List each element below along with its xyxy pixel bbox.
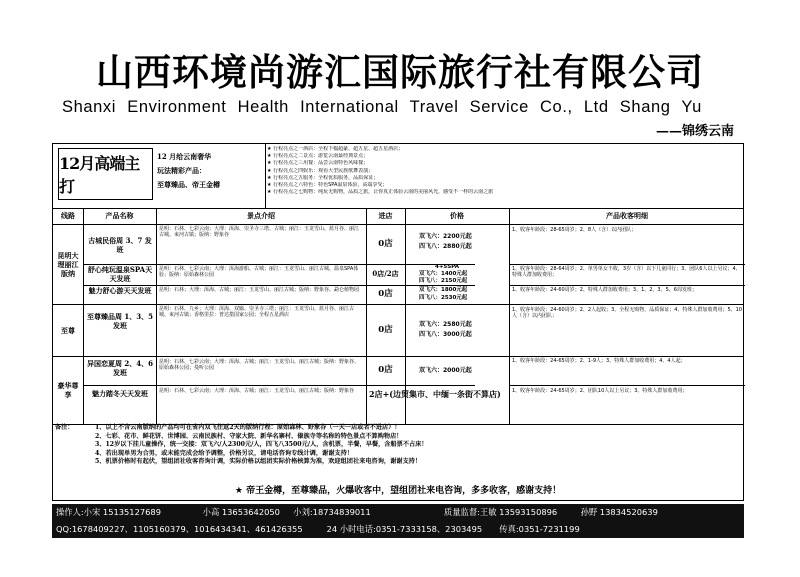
slogan: ★ 帝王金樽，至尊臻品，火爆收客中，望组团社来电咨询，多多收客，感谢支持！ bbox=[234, 486, 562, 496]
promo-line-1: 12 月给云南奢华 bbox=[157, 152, 212, 161]
product-sights: 昆明：石林；大理：洱海、古城；丽江：玉龙雪山、丽江古城；版纳：野象谷、勐仑植物园 bbox=[159, 287, 360, 293]
header-notes: 产品收客明细 bbox=[606, 210, 648, 220]
remark-item: 2、七彩、花市、鲜花饼、世博园、云南民族村、守家大院、新华名寨村、傣族寺等名称的特色景点不算购物店！ bbox=[95, 432, 403, 440]
header-route: 线路 bbox=[61, 210, 75, 220]
company-title-cn: 山西环境尚游汇国际旅行社有限公司 bbox=[96, 50, 704, 94]
product-sights: 昆明：石林、七彩云南；大理：洱海、古城；丽江：玉龙雪山、丽江古城；版纳：野象谷、原始森林公园；曼听公园 bbox=[159, 359, 360, 372]
product-name: 异国恋夏周 2、4、6 发班 bbox=[86, 359, 154, 377]
header-price: 价格 bbox=[450, 210, 464, 220]
price-line: 双飞六：2580元起 bbox=[419, 321, 472, 328]
product-price bbox=[405, 264, 509, 285]
contact-phone: 小高 13653642050 bbox=[202, 507, 280, 517]
product-name: 舒心纯玩温泉SPA天天发班 bbox=[87, 265, 153, 283]
contact-bar bbox=[52, 504, 744, 538]
remark-item: 5、机票价格时有起伏，望组团社收客咨询计调，实际价格以组团实际价格核算为准，欢迎组团社来电咨询，谢谢支持！ bbox=[95, 458, 422, 466]
region-cell: 昆明大理丽江版纳 bbox=[57, 250, 79, 278]
region-cell: 至尊 bbox=[61, 325, 75, 335]
contact-qq: QQ:1678409227、1105160379、1016434341、461426355 bbox=[56, 524, 303, 534]
product-notes: 1、收客年龄段：24-60周岁；2、特殊人群加收费用；3、1、2、3、5、6周发班； bbox=[512, 287, 697, 293]
remarks bbox=[55, 424, 741, 467]
product-notes: 1、收客年龄段：24-65周岁；2、团队10人以上另议；3、特殊人群加收费用； bbox=[512, 388, 688, 394]
price-line: 双飞六：2000元起 bbox=[419, 367, 472, 374]
product-notes: 1、收客年龄段：28-65周岁；2、8人（含）以内团队； bbox=[512, 227, 637, 233]
shop-count: 0店/2店 bbox=[372, 269, 399, 279]
remarks-label: 备注： bbox=[55, 424, 74, 431]
contact-phone: 孙野 13834520639 bbox=[580, 507, 658, 517]
price-line: 双飞六：2200元起 bbox=[419, 233, 472, 240]
product-sights: 昆明：石林、七彩云南；大理：洱海游船、古城；丽江：玉龙雪山、丽江古城、温泉SPA体验；版纳：原始森林公园 bbox=[159, 266, 359, 279]
product-price bbox=[405, 286, 509, 304]
contact-phone: 小刘:18734839011 bbox=[293, 507, 371, 517]
product-price bbox=[405, 232, 509, 262]
contact-quality: 质量监督:王敏 13593150896 bbox=[443, 507, 558, 517]
feature-item: ★ 行程亮点之三用餐：品尝云南特色风味餐； bbox=[267, 160, 369, 167]
promo-line-3: 至尊臻品、帝王金樽 bbox=[157, 180, 220, 189]
product-sights: 昆明：石林、七彩云南；大理：洱海、古城；丽江：玉龙雪山、丽江古城；版纳：野象谷 bbox=[159, 388, 355, 394]
header-sights: 景点介绍 bbox=[247, 210, 275, 220]
feature-item: ★ 行程亮点之五服务：全程优质服务，品质保证； bbox=[267, 174, 379, 181]
feature-item: ★ 行程亮点之七购物：纯玩无购物，品质之旅，让你真正体验云南的美丽风光，感受不一样的云南之旅 bbox=[267, 189, 494, 196]
contact-operator: 操作人:小宋 15135127689 bbox=[56, 507, 161, 517]
feature-item: ★ 行程亮点之六特色：特色SPA温泉体验，高端享受； bbox=[267, 182, 388, 189]
itinerary-sheet bbox=[52, 143, 744, 501]
product-notes: 1、收客年龄段：24-60周岁；2、2人起收；3、全程无购物，品质保证；4、特殊人群加收费用；5、10人（含）以内团队； bbox=[512, 307, 742, 320]
product-sights: 昆明：石林、七彩云南；大理：洱海、崇圣寺三塔、古城；丽江：玉龙雪山、蓝月谷、丽江古城、束河古镇；版纳：野象谷 bbox=[159, 226, 360, 239]
price-line: 四飞八：2880元起 bbox=[419, 243, 472, 250]
shop-count: 0店 bbox=[378, 289, 393, 300]
shop-count: 0店 bbox=[378, 365, 393, 376]
product-name: 至尊臻品周 1、3、5 发班 bbox=[86, 312, 154, 330]
remark-item: 4、若出现单男为合男，或未能完成会给予调整，价格另议，请电话咨询专线计调，谢谢支持！ bbox=[95, 449, 353, 457]
product-price bbox=[405, 320, 509, 350]
product-price bbox=[405, 366, 509, 380]
product-notes: 1、收客年龄段：28-64周岁；2、单男单女不收，3岁（含）以下儿童同行；3、团队6人以上另议；4、特殊人群加收费用； bbox=[512, 266, 741, 279]
price-line: 双飞六：1800元起 bbox=[419, 287, 468, 293]
feature-item: ★ 行程亮点之四娱乐：观看大型民族歌舞表演； bbox=[267, 167, 374, 174]
remark-item: 3、12岁以下挂儿童操作，统一交接：双飞六/人2300元/人，四飞八3500元/人，含机票，半餐，早餐，含船票不占床！ bbox=[95, 441, 428, 449]
region-cell: 豪华尊享 bbox=[57, 381, 79, 399]
promo-stamp: 12月高端主打 bbox=[58, 148, 153, 200]
remark-item: 1、以上不含云南版纳的产品均可在省内双飞往返2天的版纳行程：原始森林、野象谷（一天一店或者不进店）！ bbox=[95, 424, 401, 431]
price-line: 四飞八：3000元起 bbox=[419, 331, 472, 338]
feature-item: ★ 行程亮点之一酒店：全程下榻超豪、超五星、超五星酒店； bbox=[267, 146, 404, 152]
product-name: 魅力舒心游天天发班 bbox=[88, 286, 152, 295]
product-sights: 昆明：石林、九乡；大理：洱海、双廊、崇圣寺三塔；丽江：玉龙雪山、蓝月谷、丽江古城、束河古镇；香格里拉：普达措国家公园；全程五星酒店 bbox=[159, 306, 355, 319]
price-line: 双飞六：1400元起 bbox=[419, 270, 468, 277]
company-title-en: Shanxi Environment Health International Travel Service Co., Ltd Shang Yu bbox=[62, 98, 702, 116]
product-notes: 1、收客年龄段：24-65周岁；2、1-9人；3、特殊人群加收费用；4、4人起； bbox=[512, 358, 686, 364]
price-line: 4+5SPA bbox=[435, 264, 460, 270]
contact-fax: 传真:0351-7231199 bbox=[499, 524, 580, 534]
price-line: 四飞八：2530元起 bbox=[419, 295, 468, 301]
shop-count: 2店+(边贸集市、中缅一条街不算店) bbox=[369, 389, 501, 399]
feature-item: ★ 行程亮点之二景点：游览云南最经典景点； bbox=[267, 153, 369, 160]
price-line: 四飞八：2150元起 bbox=[419, 277, 468, 284]
product-name: 魅力踏冬天天发班 bbox=[92, 389, 148, 398]
promo-line-2: 玩法精彩产品： bbox=[157, 166, 206, 175]
feature-list bbox=[267, 146, 741, 196]
header-shop: 进店 bbox=[378, 210, 393, 220]
shop-count: 0店 bbox=[378, 324, 393, 335]
promo-text bbox=[157, 150, 267, 192]
contact-hotline: 24 小时电话:0351-7333158、2303495 bbox=[326, 524, 483, 534]
header-product: 产品名称 bbox=[105, 210, 134, 220]
product-name: 古城民俗周 3、7 发班 bbox=[88, 236, 152, 254]
shop-count: 0店 bbox=[378, 238, 393, 249]
subtitle: ——锦绣云南 bbox=[656, 124, 735, 139]
